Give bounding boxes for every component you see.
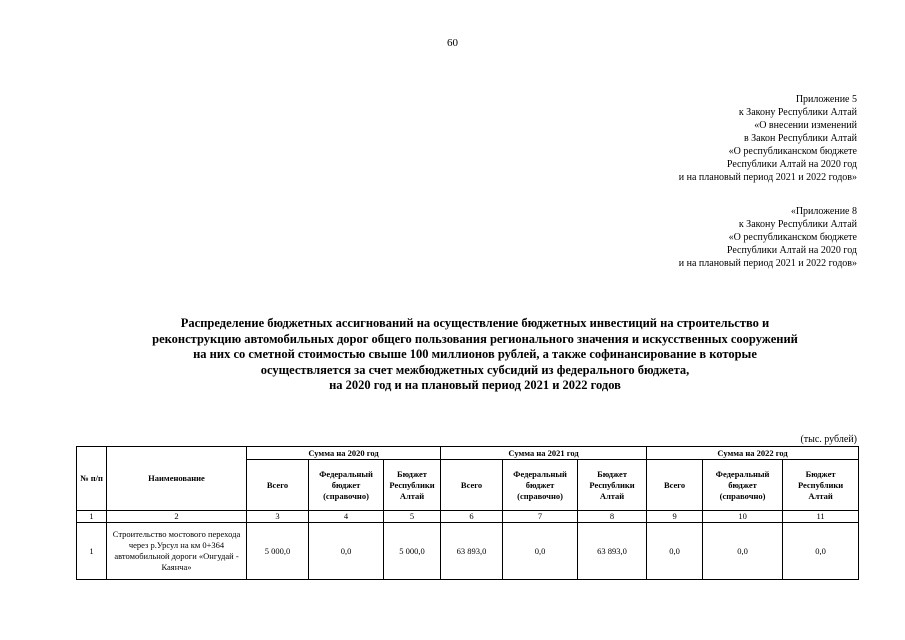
column-number: 4 <box>309 511 384 523</box>
column-number: 2 <box>107 511 247 523</box>
column-number: 11 <box>783 511 859 523</box>
appendix-line: и на плановый период 2021 и 2022 годов» <box>678 172 857 183</box>
appendix-line: Республики Алтай на 2020 год <box>726 159 857 170</box>
column-number: 9 <box>647 511 703 523</box>
column-number: 5 <box>384 511 441 523</box>
appendix-line: «О республиканском бюджете <box>728 232 857 243</box>
appendix-line: и на плановый период 2021 и 2022 годов» <box>678 258 857 269</box>
title-line: на них со сметной стоимостью свыше 100 миллионов рублей, а также софинансирование в которые <box>193 347 757 361</box>
header-total: Всего <box>247 460 309 511</box>
header-federal: Федеральный бюджет (справочно) <box>309 460 384 511</box>
appendix-line: к Закону Республики Алтай <box>738 107 857 118</box>
column-number: 7 <box>503 511 578 523</box>
table-row <box>77 523 859 580</box>
column-number: 3 <box>247 511 309 523</box>
header-total: Всего <box>441 460 503 511</box>
value-2022-federal: 0,0 <box>703 523 783 580</box>
appendix-line: к Закону Республики Алтай <box>738 219 857 230</box>
column-number: 6 <box>441 511 503 523</box>
appendix-line: Республики Алтай на 2020 год <box>726 245 857 256</box>
value-2021-republic: 63 893,0 <box>578 523 647 580</box>
column-number: 1 <box>77 511 107 523</box>
value-2022-republic: 0,0 <box>783 523 859 580</box>
appendix-line: в Закон Республики Алтай <box>743 133 857 144</box>
column-number: 8 <box>578 511 647 523</box>
title-line: осуществляется за счет межбюджетных субсидий из федерального бюджета, <box>260 362 690 377</box>
appendix-line: «О внесении изменений <box>754 120 857 131</box>
units-label: (тыс. рублей) <box>800 434 857 445</box>
value-2020-total: 5 000,0 <box>247 523 309 580</box>
appendix-8-header <box>679 205 857 270</box>
header-republic: Бюджет Республики Алтай <box>783 460 859 511</box>
value-2020-federal: 0,0 <box>309 523 384 580</box>
column-number-row <box>77 511 859 523</box>
value-2021-total: 63 893,0 <box>441 523 503 580</box>
header-federal: Федеральный бюджет (справочно) <box>503 460 578 511</box>
page-number: 60 <box>447 37 458 49</box>
value-2021-federal: 0,0 <box>503 523 578 580</box>
title-line: на 2020 год и на плановый период 2021 и 2022 годов <box>329 378 621 392</box>
value-2022-total: 0,0 <box>647 523 703 580</box>
row-name: Строительство мостового перехода через р.Урсул на км 0+364 автомобильной дороги «Онгудай - Каянча» <box>107 523 247 580</box>
row-num: 1 <box>77 523 107 580</box>
appendix-5-header <box>679 93 857 184</box>
header-year-2022: Сумма на 2022 год <box>647 447 859 460</box>
budget-table <box>76 446 859 580</box>
column-number: 10 <box>703 511 783 523</box>
header-num: № п/п <box>77 447 107 511</box>
document-title <box>90 316 860 394</box>
header-year-2020: Сумма на 2020 год <box>247 447 441 460</box>
header-total: Всего <box>647 460 703 511</box>
appendix-line: «О республиканском бюджете <box>728 146 857 157</box>
title-line: реконструкцию автомобильных дорог общего пользования регионального значения и искусственных сооружений <box>152 331 798 346</box>
appendix-line: «Приложение 8 <box>790 206 857 217</box>
header-name: Наименование <box>107 447 247 511</box>
value-2020-republic: 5 000,0 <box>384 523 441 580</box>
appendix-line: Приложение 5 <box>795 94 857 105</box>
header-year-2021: Сумма на 2021 год <box>441 447 647 460</box>
title-line: Распределение бюджетных ассигнований на осуществление бюджетных инвестиций на строительство и <box>180 316 770 330</box>
header-federal: Федеральный бюджет (справочно) <box>703 460 783 511</box>
header-republic: Бюджет Республики Алтай <box>578 460 647 511</box>
header-republic: Бюджет Республики Алтай <box>384 460 441 511</box>
